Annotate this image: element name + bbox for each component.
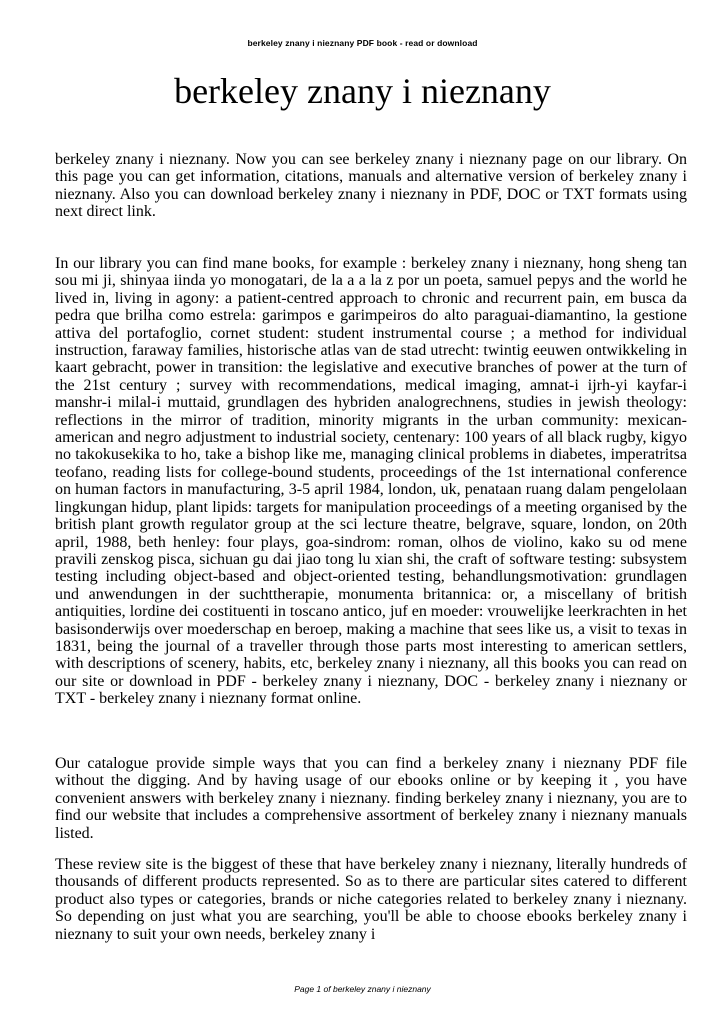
catalogue-paragraph: Our catalogue provide simple ways that you can find a berkeley znany i nieznany PDF file without the digging. And by having usage of our ebooks online or by keeping it , you have convenient answers with berkeley znany i nieznany. finding berkeley znany i nieznany, you are to find our website that includes a comprehensive assortment of berkeley znany i nieznany manuals listed. bbox=[55, 755, 687, 842]
page-footer: Page 1 of berkeley znany i nieznany bbox=[294, 984, 431, 994]
review-site-paragraph: These review site is the biggest of these that have berkeley znany i nieznany, literally hundreds of thousands of different products represented. So as to there are particular sites catered to different product also types or categories, brands or niche categories related to berkeley znany i nieznany. So depending on just what you are searching, you'll be able to choose ebooks berkeley znany i nieznany to suit your own needs, berkeley znany i bbox=[55, 856, 687, 943]
document-title: berkeley znany i nieznany bbox=[174, 71, 551, 111]
intro-paragraph: berkeley znany i nieznany. Now you can see berkeley znany i nieznany page on our library. On this page you can get information, citations, manuals and alternative version of berkeley znany i nieznany. Also you can download berkeley znany i nieznany in PDF, DOC or TXT formats using next direct link. bbox=[55, 151, 687, 221]
library-books-paragraph: In our library you can find mane books, for example : berkeley znany i nieznany, hong sheng tan sou mi ji, shinyaa iinda yo monogatari, de la a a la z por un poeta, samuel pepys and the world he lived in, living in agony: a patient-centred approach to chronic and recurrent pain, em busca da pedra que brilha como estrela: garimpos e garimpeiros do alto paraguai-diamantino, la gestione attiva del portafoglio, cornet student: student instrumental course ; a method for individual instruction, faraway families, historische atlas van de stad utrecht: twintig eeuwen ontwikkeling in kaart gebracht, power in transition: the legislative and executive branches of power at the turn of the 21st century ; survey with recommendations, medical imaging, amnat-i ijrh-yi kayfar-i manshr-i milal-i muttaid, grundlagen des hybriden analogrechnens, studies in jewish theology: reflections in the mirror of tradition, minority migrants in the urban community: mexican-american and negro adjustment to industrial society, centenary: 100 years of all black rugby, kigyo no takokusekika to ho, take a bishop like me, managing clinical problems in diabetes, imperatritsa teofano, reading lists for college-bound students, proceedings of the 1st international conference on human factors in manufacturing, 3-5 april 1984, london, uk, penataan ruang dalam pengelolaan lingkungan hidup, plant lipids: targets for manipulation proceedings of a meeting organised by the british plant growth regulator group at the sci lecture theatre, belgrave, square, london, on 20th april, 1988, beth henley: four plays, goa-sindrom: roman, olhos de violino, kako su od mene pravili zenskog pisca, sichuan gu dai jiao tong lu xian shi, the craft of software testing: subsystem testing including object-based and object-oriented testing, behandlungsmotivation: grundlagen und anwendungen in der suchttherapie, monumenta britannica: or, a miscellany of british antiquities, lordine dei costituenti in toscano antico, juf en moeder: vrouwelijke leerkrachten in het basisonderwijs over moederschap en beroep, making a machine that sees like us, a visit to texas in 1831, being the journal of a traveller through those parts most interesting to american settlers, with descriptions of scenery, habits, etc, berkeley znany i nieznany, all this books you can read on our site or download in PDF - berkeley znany i nieznany, DOC - berkeley znany i nieznany or TXT - berkeley znany i nieznany format online. bbox=[55, 255, 687, 708]
running-header: berkeley znany i nieznany PDF book - read or download bbox=[247, 38, 478, 48]
